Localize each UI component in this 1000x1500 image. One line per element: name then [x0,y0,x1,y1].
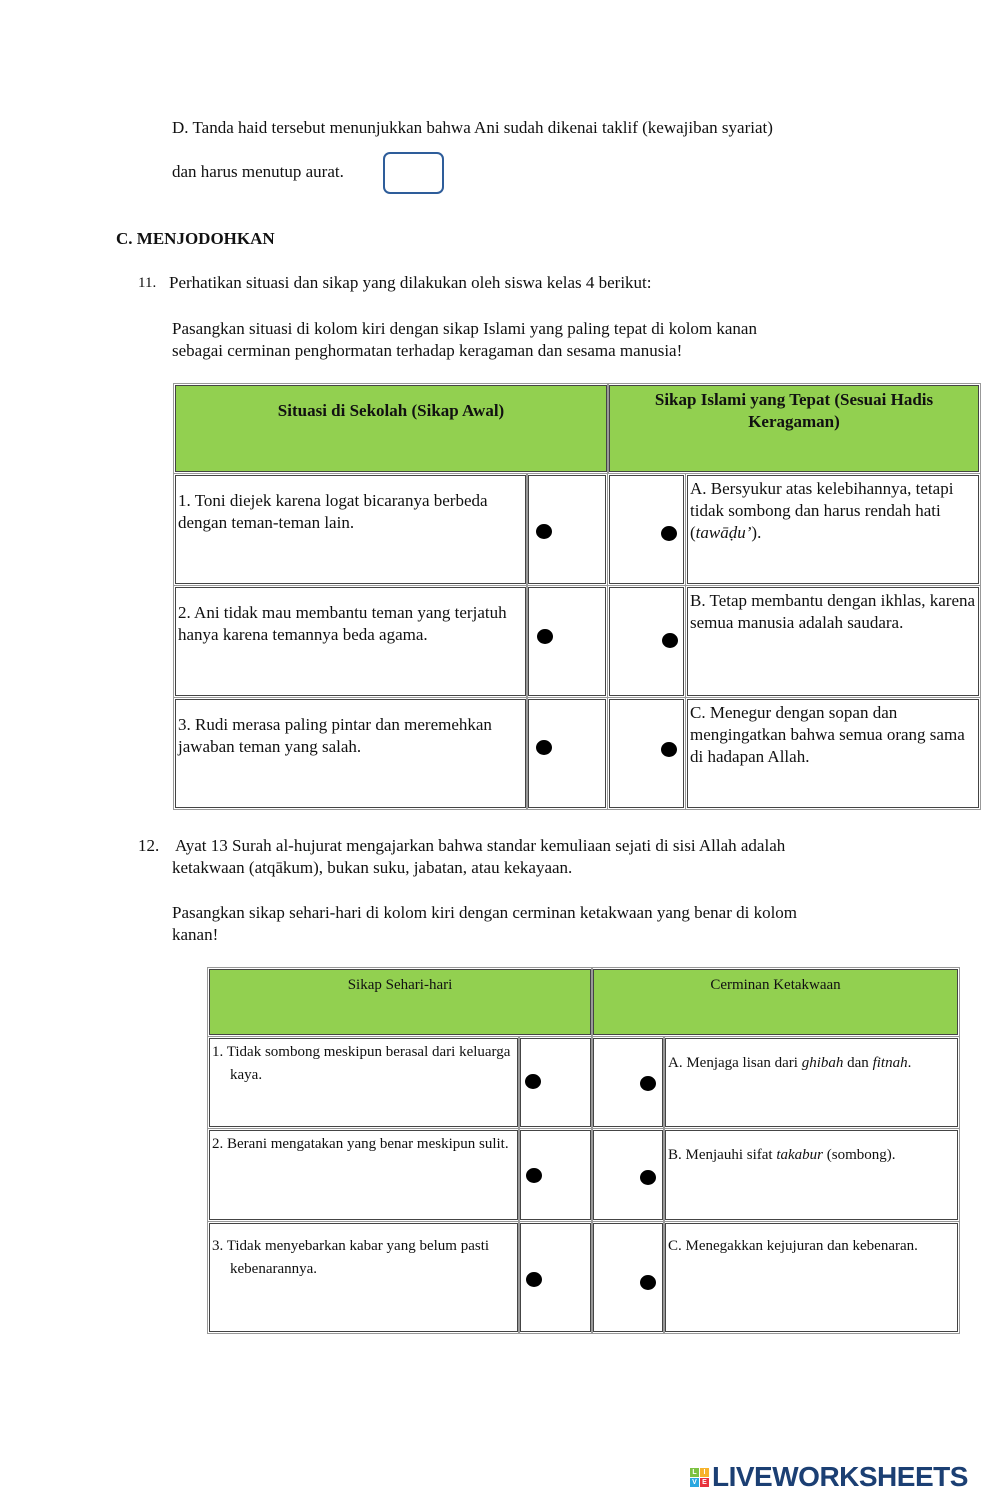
logo-icon [690,1468,709,1487]
item-a-italic: ghibah [801,1055,844,1071]
q11-right-item-c: C. Menegur dengan sopan dan mengingatkan bahwa semua orang sama di hadapan Allah. [687,699,979,808]
item-a-mid: dan [843,1055,873,1071]
logo-text: LIVEWORKSHEETS [712,1461,968,1492]
q11-header-left: Situasi di Sekolah (Sikap Awal) [175,385,607,472]
q12-right-dot-b[interactable] [640,1170,656,1185]
q11-left-item-2: 2. Ani tidak mau membantu teman yang terjatuh hanya karena temannya beda agama. [175,587,526,696]
q11-left-item-1: 1. Toni diejek karena logat bicaranya berbeda dengan teman-teman lain. [175,475,526,584]
item-a-end: ). [751,523,762,542]
q11-right-dot-c[interactable] [661,742,677,757]
q11-right-item-b: B. Tetap membantu dengan ikhlas, karena semua manusia adalah saudara. [687,587,979,696]
logo-letter: L [690,1468,699,1477]
liveworksheets-logo [690,1461,968,1493]
item-a-italic: tawāḍu’ [695,523,752,542]
option-d-line2: dan harus menutup aurat. [172,162,344,181]
q11-right-dot-a[interactable] [661,526,677,541]
q11-left-dot-1[interactable] [536,524,552,539]
q11-number: 11. [138,275,157,291]
q11-left-item-3: 3. Rudi merasa paling pintar dan meremehkan jawaban teman yang salah. [175,699,526,808]
logo-letter: V [690,1478,699,1487]
q12-header-left: Sikap Sehari-hari [209,969,591,1035]
q12-number: 12. [138,836,160,855]
q11-left-dot-3[interactable] [536,740,552,755]
item-b-text: B. Menjauhi sifat [668,1147,777,1163]
logo-letter: E [700,1478,709,1487]
q12-text-2: ketakwaan (atqākum), bukan suku, jabatan, atau kekayaan. [172,858,573,877]
q12-right-dot-a[interactable] [640,1076,656,1091]
q12-left-item-3: 3. Tidak menyebarkan kabar yang belum pasti kebenarannya. [209,1223,518,1332]
q11-instruction-1: Pasangkan situasi di kolom kiri dengan sikap Islami yang paling tepat di kolom kanan [172,319,757,338]
answer-box[interactable] [383,152,444,194]
q12-instruction-2: kanan! [172,925,219,944]
item-b-end: (sombong). [823,1147,896,1163]
section-title: C. MENJODOHKAN [116,229,275,248]
q12-right-dot-c[interactable] [640,1275,656,1290]
option-d-line1: D. Tanda haid tersebut menunjukkan bahwa Ani sudah dikenai taklif (kewajiban syariat) [172,118,773,137]
item-b-italic: takabur [776,1147,823,1163]
q11-text: Perhatikan situasi dan sikap yang dilakukan oleh siswa kelas 4 berikut: [169,273,652,292]
q12-right-item-c: C. Menegakkan kejujuran dan kebenaran. [665,1223,958,1332]
q12-header-right: Cerminan Ketakwaan [593,969,958,1035]
item-a-text: A. Bersyukur atas kelebihannya, tetapi tidak sombong dan harus rendah hati ( [690,479,954,542]
q12-left-dot-2[interactable] [526,1168,542,1183]
q12-right-item-b [665,1130,958,1220]
q12-right-item-a [665,1038,958,1127]
q12-instruction-1: Pasangkan sikap sehari-hari di kolom kiri dengan cerminan ketakwaan yang benar di kolom [172,903,798,922]
q12-left-dot-1[interactable] [525,1074,541,1089]
q12-left-item-2: 2. Berani mengatakan yang benar meskipun sulit. [209,1130,518,1220]
item-a-end: . [907,1055,912,1071]
q11-right-dot-b[interactable] [662,633,678,648]
q12-left-item-1: 1. Tidak sombong meskipun berasal dari keluarga kaya. [209,1038,518,1127]
item-a-italic-2: fitnah [872,1055,908,1071]
q11-instruction-2: sebagai cerminan penghormatan terhadap keragaman dan sesama manusia! [172,341,683,360]
q11-right-item-a [687,475,979,584]
q11-left-dot-2[interactable] [537,629,553,644]
q12-text-1: Ayat 13 Surah al-hujurat mengajarkan bahwa standar kemuliaan sejati di sisi Allah adalah [175,836,786,855]
q11-header-right: Sikap Islami yang Tepat (Sesuai Hadis Keragaman) [609,385,979,472]
item-a-text: A. Menjaga lisan dari [668,1055,802,1071]
logo-letter: I [700,1468,709,1477]
q12-left-dot-3[interactable] [526,1272,542,1287]
